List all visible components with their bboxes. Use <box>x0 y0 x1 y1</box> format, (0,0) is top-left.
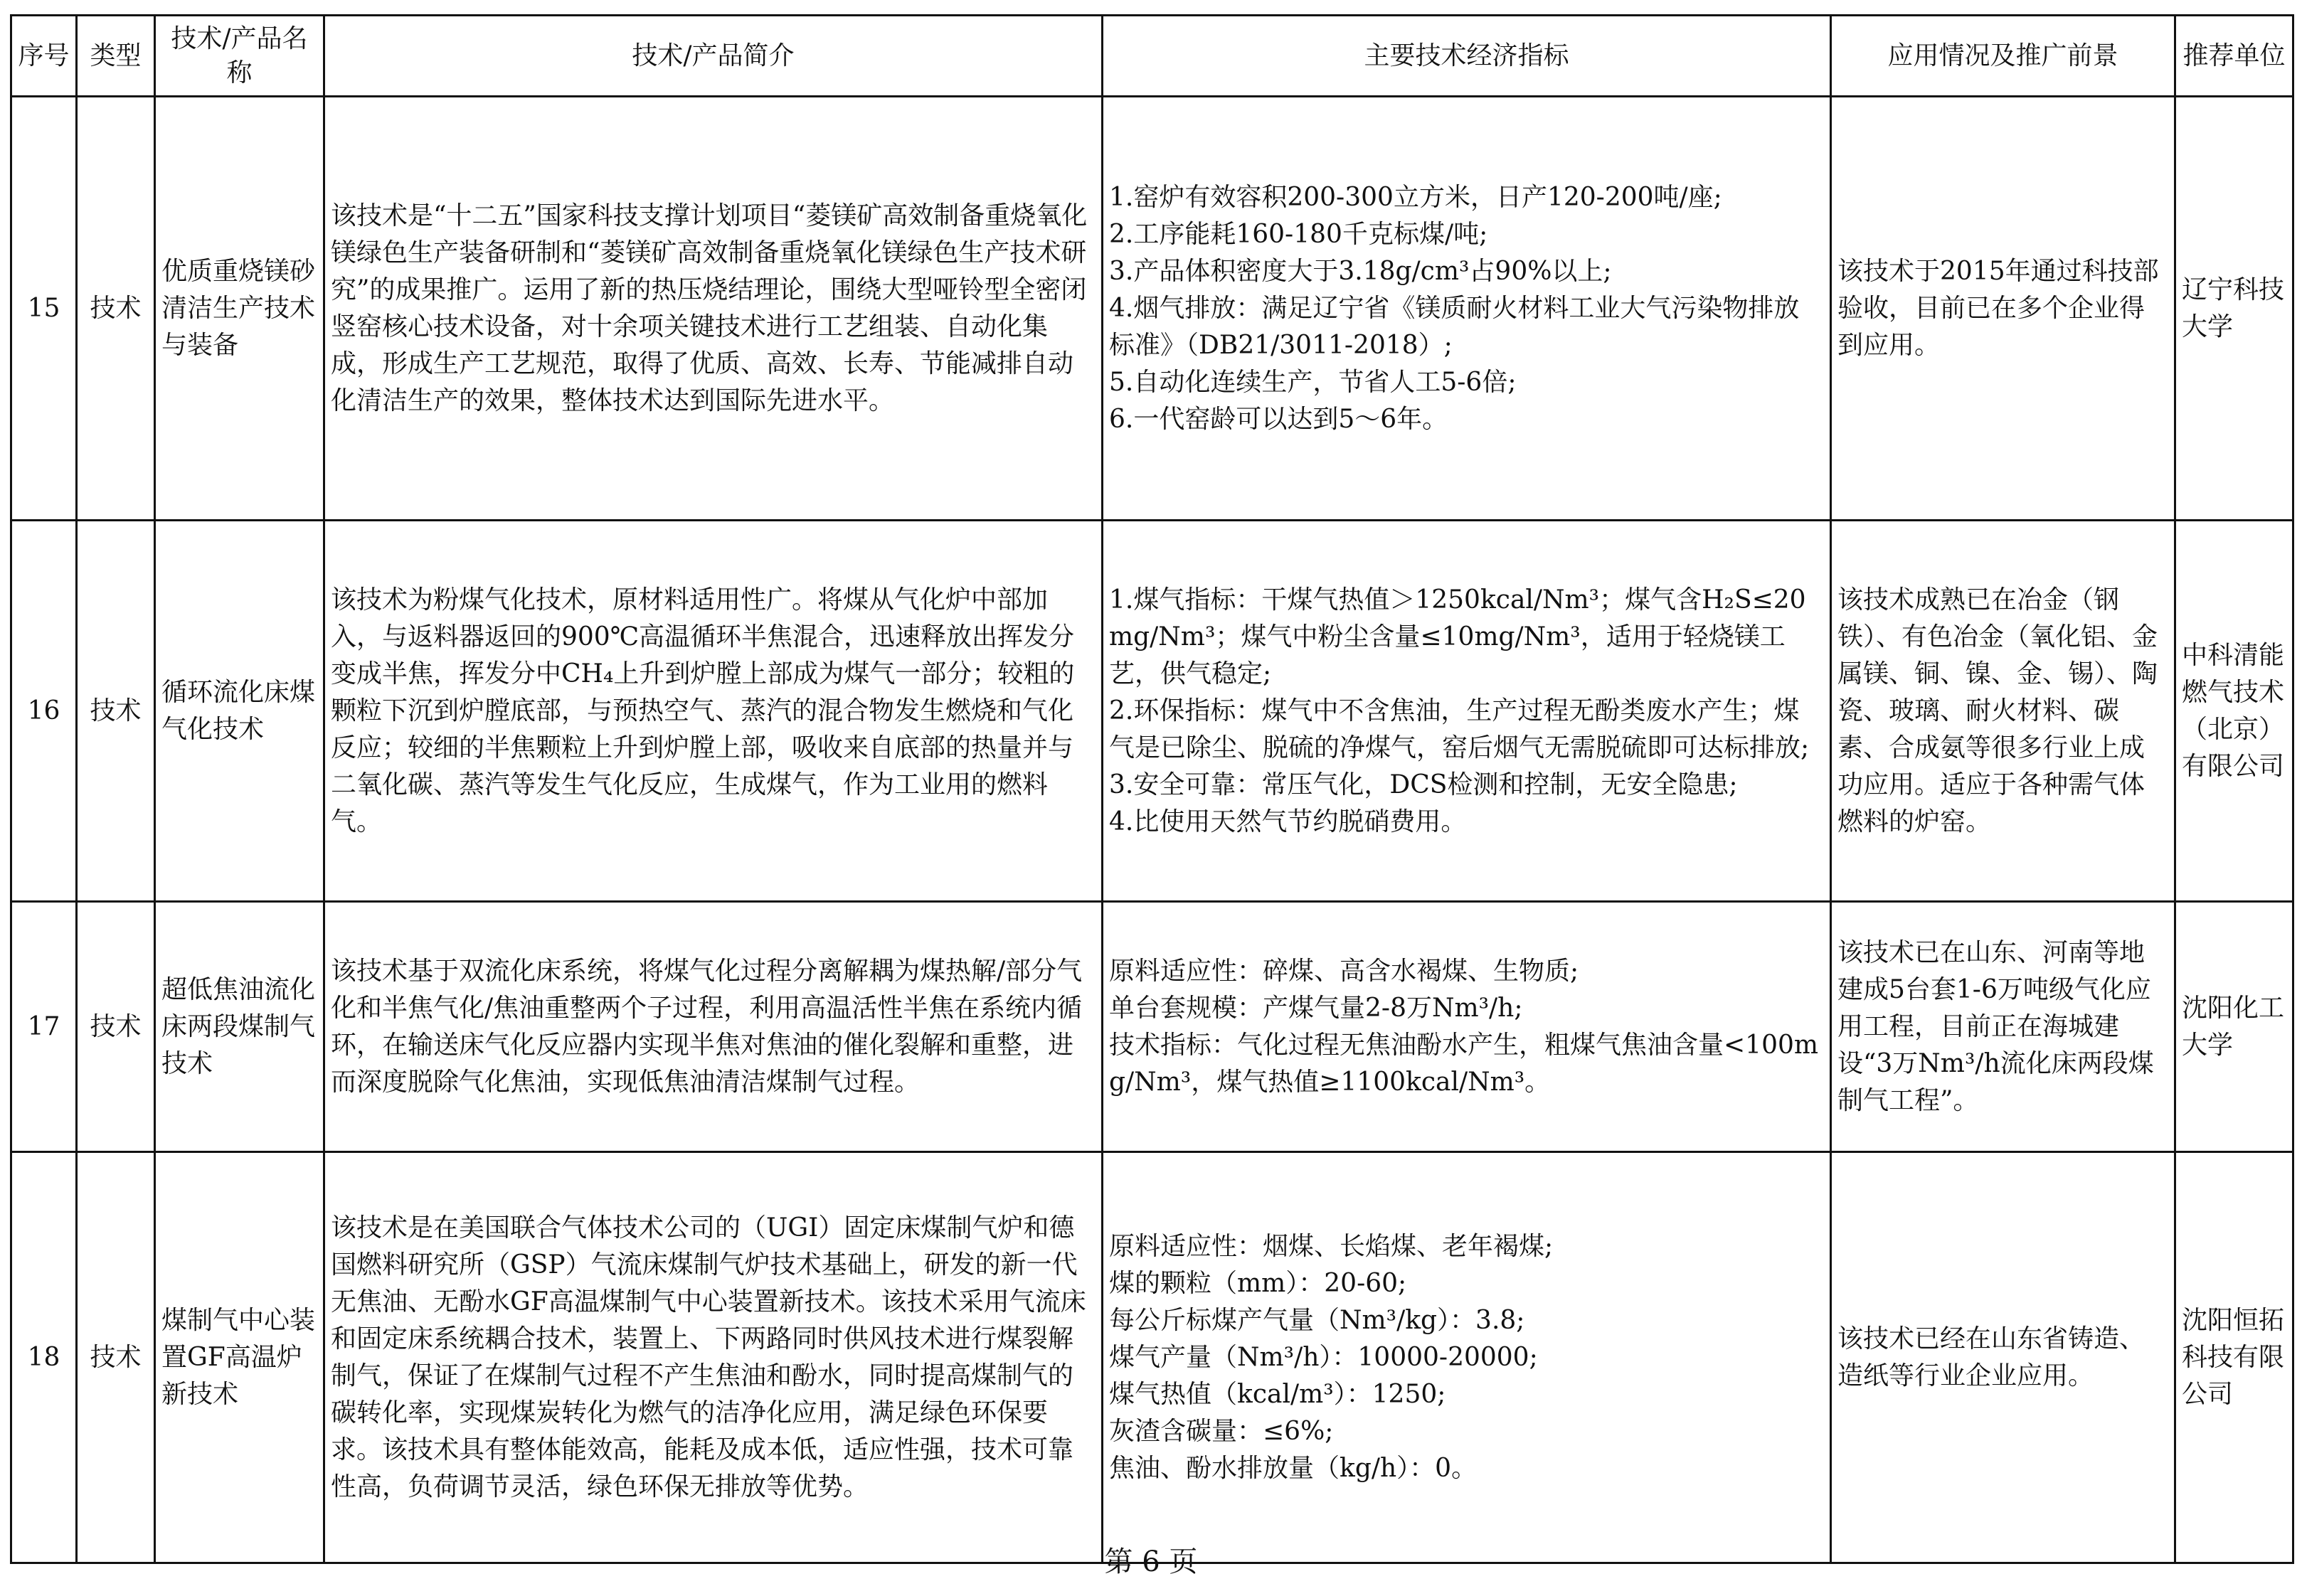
row-indicators <box>1103 902 1831 1152</box>
row-seq: 15 <box>11 97 77 521</box>
row-intro: 该技术为粉煤气化技术，原材料适用性广。将煤从气化炉中部加入，与返料器返回的900℃高温循环半焦混合，迅速释放出挥发分变成半焦，挥发分中CH₄上升到炉膛上部成为煤气一部分；较粗的颗粒下沉到炉膛底部，与预热空气、蒸汽的混合物发生燃烧和气化反应；较细的半焦颗粒上升到炉膛上部，吸收来自底部的热量并与二氧化碳、蒸汽等发生气化反应，生成煤气，作为工业用的燃料气。 <box>324 521 1103 902</box>
row-application: 该技术已在山东、河南等地建成5台套1-6万吨级气化应用工程，目前正在海城建设“3万Nm³/h流化床两段煤制气工程”。 <box>1831 902 2175 1152</box>
indicator-line: 原料适应性：碎煤、高含水褐煤、生物质; <box>1109 956 1579 986</box>
table-row <box>11 1152 2293 1563</box>
table-row <box>11 97 2293 521</box>
row-name: 优质重烧镁砂清洁生产技术与装备 <box>155 97 324 521</box>
indicator-line: 2.工序能耗160-180千克标煤/吨; <box>1109 219 1488 249</box>
row-application: 该技术成熟已在冶金（钢铁）、有色冶金（氧化铝、金属镁、铜、镍、金、锡）、陶瓷、玻璃、耐火材料、碳素、合成氨等很多行业上成功应用。适应于各种需气体燃料的炉窑。 <box>1831 521 2175 902</box>
indicator-line: 单台套规模：产煤气量2-8万Nm³/h; <box>1109 993 1523 1023</box>
indicator-line: 5.自动化连续生产，节省人工5-6倍; <box>1109 367 1517 397</box>
indicator-line: 技术指标：气化过程无焦油酚水产生，粗煤气焦油含量<100mg/Nm³，煤气热值≥1100kcal/Nm³。 <box>1109 1030 1819 1097</box>
indicator-line: 1.窑炉有效容积200-300立方米，日产120-200吨/座; <box>1109 182 1722 212</box>
row-recommender: 中科清能燃气技术（北京）有限公司 <box>2175 521 2293 902</box>
row-type: 技术 <box>77 902 155 1152</box>
header-type: 类型 <box>77 16 155 97</box>
row-intro: 该技术基于双流化床系统，将煤气化过程分离解耦为煤热解/部分气化和半焦气化/焦油重整两个子过程，利用高温活性半焦在系统内循环，在输送床气化反应器内实现半焦对焦油的催化裂解和重整，进而深度脱除气化焦油，实现低焦油清洁煤制气过程。 <box>324 902 1103 1152</box>
indicator-line: 1.煤气指标：干煤气热值＞1250kcal/Nm³；煤气含H₂S≤20mg/Nm³；煤气中粉尘含量≤10mg/Nm³，适用于轻烧镁工艺，供气稳定; <box>1109 585 1806 688</box>
header-application: 应用情况及推广前景 <box>1831 16 2175 97</box>
technology-table <box>10 14 2294 1564</box>
row-seq: 16 <box>11 521 77 902</box>
indicator-line: 每公斤标煤产气量（Nm³/kg）：3.8; <box>1109 1305 1525 1335</box>
table-row <box>11 902 2293 1152</box>
row-application: 该技术已经在山东省铸造、造纸等行业企业应用。 <box>1831 1152 2175 1563</box>
header-recommender: 推荐单位 <box>2175 16 2293 97</box>
row-recommender: 沈阳恒拓科技有限公司 <box>2175 1152 2293 1563</box>
row-application: 该技术于2015年通过科技部验收，目前已在多个企业得到应用。 <box>1831 97 2175 521</box>
indicator-line: 2.环保指标：煤气中不含焦油，生产过程无酚类废水产生；煤气是已除尘、脱硫的净煤气，窑后烟气无需脱硫即可达标排放; <box>1109 696 1810 762</box>
indicator-line: 煤气产量（Nm³/h）：10000-20000; <box>1109 1342 1538 1372</box>
indicator-line: 4.比使用天然气节约脱硝费用。 <box>1109 807 1467 836</box>
indicator-line: 3.产品体积密度大于3.18g/cm³占90%以上; <box>1109 256 1612 286</box>
row-type: 技术 <box>77 521 155 902</box>
row-indicators <box>1103 97 1831 521</box>
row-recommender: 辽宁科技大学 <box>2175 97 2293 521</box>
table-row <box>11 521 2293 902</box>
indicator-line: 灰渣含碳量：≤6%; <box>1109 1416 1334 1446</box>
row-recommender: 沈阳化工大学 <box>2175 902 2293 1152</box>
row-seq: 18 <box>11 1152 77 1563</box>
indicator-line: 6.一代窑龄可以达到5～6年。 <box>1109 404 1448 434</box>
indicator-line: 原料适应性：烟煤、长焰煤、老年褐煤; <box>1109 1231 1554 1261</box>
table-header-row <box>11 16 2293 97</box>
row-intro: 该技术是“十二五”国家科技支撑计划项目“菱镁矿高效制备重烧氧化镁绿色生产装备研制和“菱镁矿高效制备重烧氧化镁绿色生产技术研究”的成果推广。运用了新的热压烧结理论，围绕大型哑铃型全密闭竖窑核心技术设备，对十余项关键技术进行工艺组装、自动化集成，形成生产工艺规范，取得了优质、高效、长寿、节能减排自动化清洁生产的效果，整体技术达到国际先进水平。 <box>324 97 1103 521</box>
header-seq: 序号 <box>11 16 77 97</box>
indicator-line: 煤气热值（kcal/m³）：1250; <box>1109 1379 1446 1409</box>
header-name: 技术/产品名称 <box>155 16 324 97</box>
row-intro: 该技术是在美国联合气体技术公司的（UGI）固定床煤制气炉和德国燃料研究所（GSP）气流床煤制气炉技术基础上，研发的新一代无焦油、无酚水GF高温煤制气中心装置新技术。该技术采用气流床和固定床系统耦合技术，装置上、下两路同时供风技术进行煤裂解制气，保证了在煤制气过程不产生焦油和酚水，同时提高煤制气的碳转化率，实现煤炭转化为燃气的洁净化应用，满足绿色环保要求。该技术具有整体能效高，能耗及成本低，适应性强，技术可靠性高，负荷调节灵活，绿色环保无排放等优势。 <box>324 1152 1103 1563</box>
row-name: 煤制气中心装置GF高温炉新技术 <box>155 1152 324 1563</box>
row-type: 技术 <box>77 97 155 521</box>
row-name: 超低焦油流化床两段煤制气技术 <box>155 902 324 1152</box>
indicator-line: 3.安全可靠：常压气化，DCS检测和控制，无安全隐患; <box>1109 770 1738 799</box>
row-indicators <box>1103 521 1831 902</box>
indicator-line: 煤的颗粒（mm）：20-60; <box>1109 1268 1407 1298</box>
page-number: 第 6 页 <box>1104 1546 1198 1578</box>
header-indicators: 主要技术经济指标 <box>1103 16 1831 97</box>
indicator-line: 焦油、酚水排放量（kg/h）：0。 <box>1109 1453 1478 1483</box>
row-seq: 17 <box>11 902 77 1152</box>
row-indicators <box>1103 1152 1831 1563</box>
row-type: 技术 <box>77 1152 155 1563</box>
row-name: 循环流化床煤气化技术 <box>155 521 324 902</box>
indicator-line: 4.烟气排放：满足辽宁省《镁质耐火材料工业大气污染物排放标准》（DB21/3011-2018）; <box>1109 293 1800 360</box>
header-intro: 技术/产品简介 <box>324 16 1103 97</box>
